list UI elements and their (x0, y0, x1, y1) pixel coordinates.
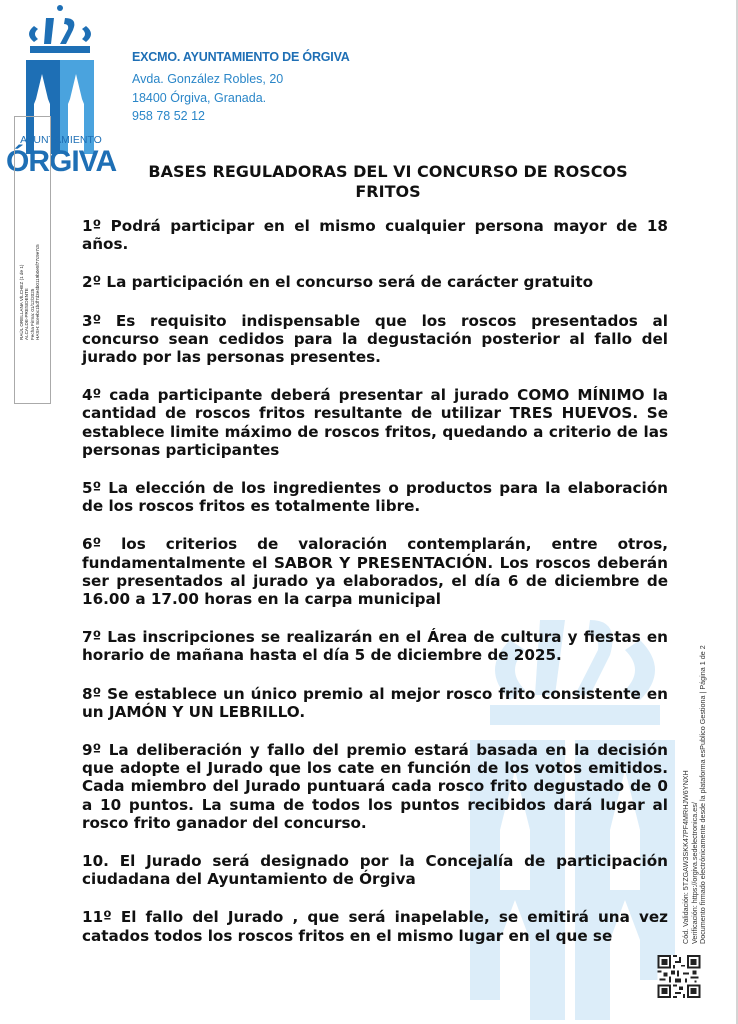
signature-signer: RAÚL ORELLANA VÍLCHEZ (1 de 1) (19, 264, 24, 340)
clause-10: 10. El Jurado será designado por la Concejalía de participación ciudadana del Ayuntamiento de Órgiva (82, 852, 668, 889)
document-title (108, 162, 668, 202)
signature-hash: HASH: 8ceebc1bdf7d3e4b0119b0e5f77c9e7c5 (35, 244, 41, 340)
clause-4: 4º cada participante deberá presentar al jurado COMO MÍNIMO la cantidad de roscos fritos resultante de utilizar TRES HUEVOS. Se establece limite máximo de roscos fritos, quedando a criterio de las personas participantes (82, 386, 668, 459)
clause-8: 8º Se establece un único premio al mejor rosco frito consistente en un JAMÓN Y UN LEBRILLO. (82, 684, 668, 721)
document-body (82, 217, 668, 965)
org-name: EXCMO. AYUNTAMIENTO DE ÓRGIVA (132, 50, 350, 64)
logo-name: ÓRGIVA (6, 145, 117, 178)
validation-code: Cód. Validación: 5TZGAW3SKK47PF4MRHJW6YNXH (681, 770, 690, 944)
clause-11: 11º El fallo del Jurado , que será inapelable, se emitirá una vez catados todos los roscos fritos en el mismo lugar en el que se (82, 908, 668, 945)
verification-url[interactable]: Verificación: https://orgiva.sedelectronica.es/ (689, 802, 699, 944)
clause-1: 1º Podrá participar en el mismo cualquier persona mayor de 18 años. (82, 217, 668, 254)
signature-text (19, 244, 41, 340)
qr-code-icon[interactable] (657, 955, 701, 998)
title-line-1: BASES REGULADORAS DEL VI CONCURSO DE ROSCOS (148, 162, 628, 181)
signed-notice: Documento firmado electrónicamente desde la plataforma esPublico Gestiona | Página 1 de 2 (698, 645, 708, 944)
clause-3: 3º Es requisito indispensable que los roscos presentados al concurso sean cedidos para la degustación posterior al fallo del jurado por las personas presentes. (82, 311, 668, 367)
address-line-2: 18400 Órgiva, Granada. (132, 91, 267, 105)
clause-7: 7º Las inscripciones se realizarán en el Área de cultura y fiestas en horario de mañana hasta el día 5 de diciembre de 2025. (82, 628, 668, 665)
logo-caption: AYUNTAMIENTO (20, 134, 102, 146)
signature-role: ALCALDE-PRESIDENTE (24, 288, 30, 340)
title-line-2: FRITOS (355, 182, 421, 201)
phone: 958 78 52 12 (132, 109, 205, 123)
verification-text (682, 645, 708, 944)
clause-9: 9º La deliberación y fallo del premio estará basada en la decisión que adopte el Jurado que los cate en función de los votos emitidos. Cada miembro del Jurado puntuará cada rosco frito degustado de 0 a 10 puntos. La suma de todos los puntos recibidos dará lugar al rosco frito ganador del concurso. (82, 741, 668, 832)
clause-2: 2º La participación en el concurso será de carácter gratuito (82, 273, 594, 292)
clause-6: 6º los criterios de valoración contemplarán, entre otros, fundamentalmente el SABOR Y PRESENTACIÓN. Los roscos deberán ser presentados al jurado ya elaborados, el día 6 de diciembre de 16.00 a 17.00 horas en la carpa municipal (82, 535, 668, 609)
clause-5: 5º La elección de los ingredientes o productos para la elaboración de los roscos fritos es totalmente libre. (82, 479, 668, 516)
address-line-1: Avda. González Robles, 20 (132, 72, 284, 86)
signature-date: Fecha Firma: 01/12/2025 (29, 288, 35, 340)
